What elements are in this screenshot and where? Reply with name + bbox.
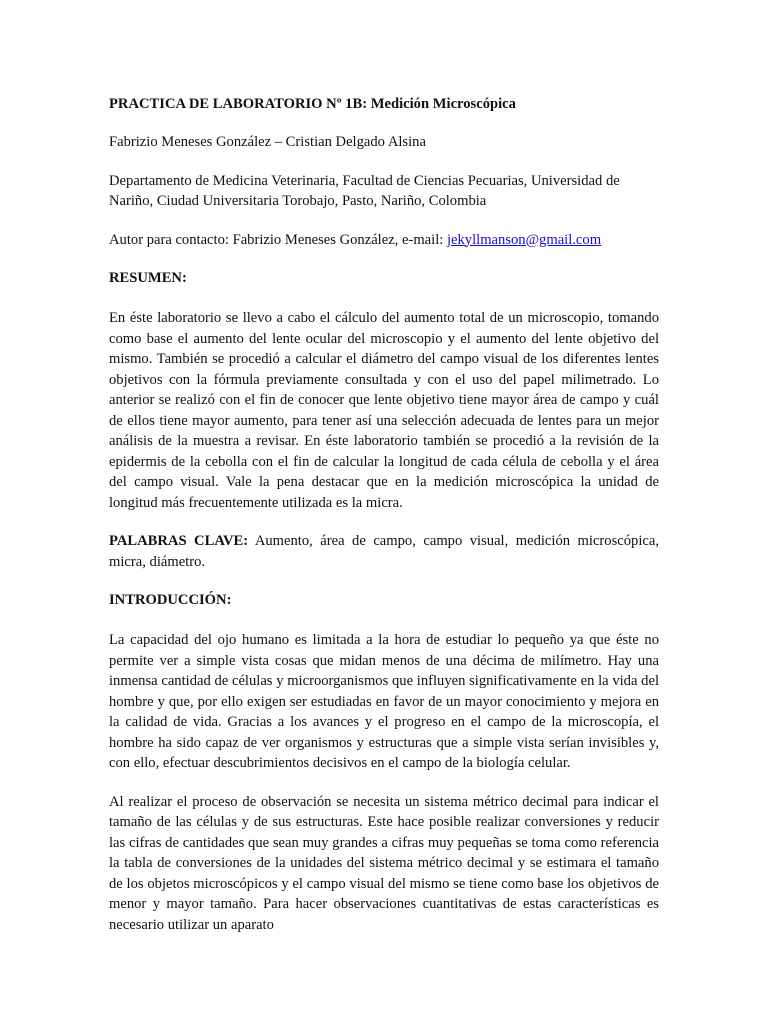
contact-email-link[interactable]: jekyllmanson@gmail.com [446,231,602,248]
keywords-paragraph [109,531,659,572]
intro-heading: INTRODUCCIÓN: [109,592,232,608]
contact-line [109,230,659,251]
contact-prefix: Autor para contacto: Fabrizio Meneses González, e-mail: [109,231,447,248]
affiliation: Departamento de Medicina Veterinaria, Facultad de Ciencias Pecuarias, Universidad de Nariño, Ciudad Universitaria Torobajo, Pasto, Nariño, Colombia [109,172,620,209]
authors-line: Fabrizio Meneses González – Cristian Delgado Alsina [109,134,426,150]
document-title: PRACTICA DE LABORATORIO Nº 1B: Medición Microscópica [109,96,516,112]
keywords-text: Aumento, área de campo, campo visual, medición microscópica, micra, diámetro. [109,533,659,570]
intro-paragraph-2: Al realizar el proceso de observación se necesita un sistema métrico decimal para indicar el tamaño de las células y de sus estructuras. Este hace posible realizar conversiones y reducir las cifras de cantidades que sean muy grandes a cifras muy pequeñas se toma como referencia la tabla de conversiones de la unidades del sistema métrico decimal y se estimara el tamaño de los objetos microscópicos y el campo visual del mismo se tiene como base los objetivos de menor y mayor tamaño. Para hacer observaciones cuantitativas de estas características es necesario utilizar un aparato [109,793,659,933]
intro-paragraph-1: La capacidad del ojo humano es limitada a la hora de estudiar lo pequeño ya que éste no permite ver a simple vista cosas que midan menos de una décima de milímetro. Hay una inmensa cantidad de células y microorganismos que influyen significativamente en la vida del hombre y que, por ello exigen ser estudiadas en favor de un mayor conocimiento y mejora en la calidad de vida. Gracias a los avances y el progreso en el campo de la microscopía, el hombre ha sido capaz de ver organismos y estructuras que a simple vista serían invisibles y, con ello, efectuar descubrimientos decisivos en el campo de la biología celular. [109,632,659,771]
abstract-text: En éste laboratorio se llevo a cabo el cálculo del aumento total de un microscopio, tomando como base el aumento del lente ocular del microscopio y el aumento del lente objetivo del mismo. También se procedió a calcular el diámetro del campo visual de los diferentes lentes objetivos con la fórmula previamente consultada y con el uso del papel milimetrado. Lo anterior se realizó con el fin de conocer que lente objetivo tiene mayor área de campo y cuál de ellos tiene mayor aumento, para tener así una selección adecuada de lentes para un mejor análisis de la muestra a revisar. En éste laboratorio también se procedió a la revisión de la epidermis de la cebolla con el fin de calcular la longitud de cada célula de cebolla y el área del campo visual. Vale la pena destacar que en la medición microscópica la unidad de longitud más frecuentemente utilizada es la micra. [109,310,659,511]
abstract-heading: RESUMEN: [109,270,187,286]
keywords-label: PALABRAS CLAVE: [109,533,249,549]
